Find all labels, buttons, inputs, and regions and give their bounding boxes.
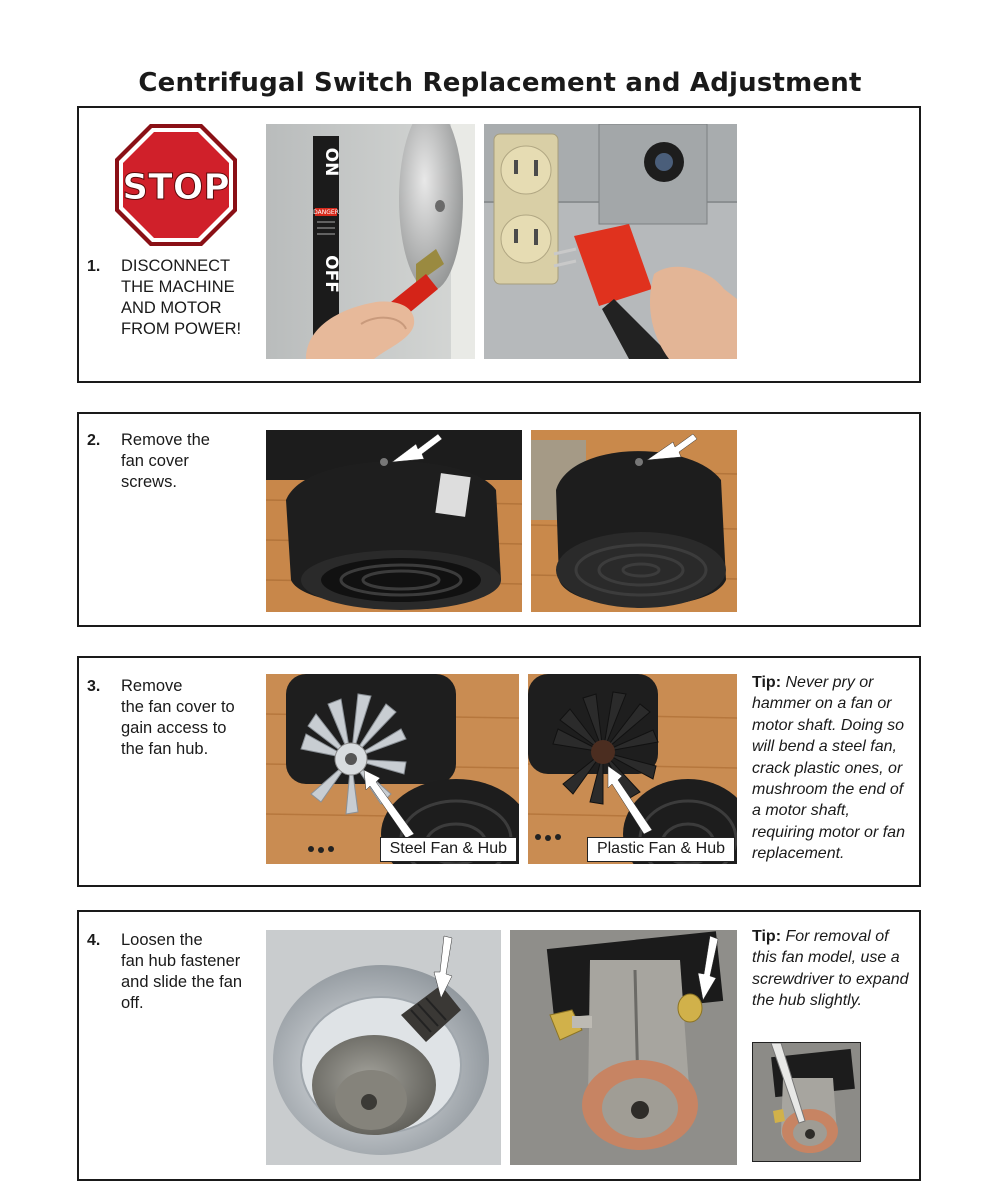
step-3-number: 3. [87,678,101,695]
photo-divider [475,124,484,359]
steel-fan-photo [266,674,519,864]
tip-label: Tip: [752,928,782,945]
disconnect-switch-photo [266,124,475,359]
step-3-text: Remove the fan cover to gain access to the fan hub. [121,677,235,758]
step-4-panel [77,910,921,1181]
tip-label: Tip: [752,674,782,691]
page-title: Centrifugal Switch Replacement and Adjustment [138,68,862,98]
step-2-number: 2. [87,432,101,449]
photo-divider [519,674,528,864]
motor-photo-left [266,430,522,612]
step-4-number: 4. [87,932,101,949]
plastic-fan-caption: Plastic Fan & Hub [587,837,735,862]
photo-divider [501,930,510,1165]
step-1-text: DISCONNECT THE MACHINE AND MOTOR FROM POWER! [121,257,242,338]
motor-photo-right [531,430,737,612]
switch-danger-label: DANGER [313,209,339,216]
step-4-tip [752,926,912,1012]
switch-off-label: OFF [321,255,341,293]
photo-divider [522,430,531,612]
unplug-photo [484,124,737,359]
stop-sign-icon [113,122,239,248]
plastic-hub-photo [510,930,737,1165]
plastic-fan-photo [528,674,737,864]
tip-text: Never pry or hammer on a fan or motor shaft. Doing so will bend a steel fan, crack plastic ones, or mushroom the end of a motor shaft, requiring motor or fan replacement. [752,674,905,863]
tip-text: For removal of this fan model, use a screwdriver to expand the hub slightly. [752,928,909,1010]
step-1-panel [77,106,921,383]
steel-fan-caption: Steel Fan & Hub [380,837,517,862]
step-1-number: 1. [87,258,101,275]
steel-hub-photo [266,930,501,1165]
step-3-panel [77,656,921,887]
switch-on-label: ON [321,147,341,177]
stop-sign-label: STOP [122,167,230,208]
step-2-panel [77,412,921,627]
step-4-text: Loosen the fan hub fastener and slide the fan off. [121,931,243,1012]
step-3-tip [752,672,912,865]
screwdriver-hub-photo [752,1042,861,1162]
step-2-text: Remove the fan cover screws. [121,431,210,491]
